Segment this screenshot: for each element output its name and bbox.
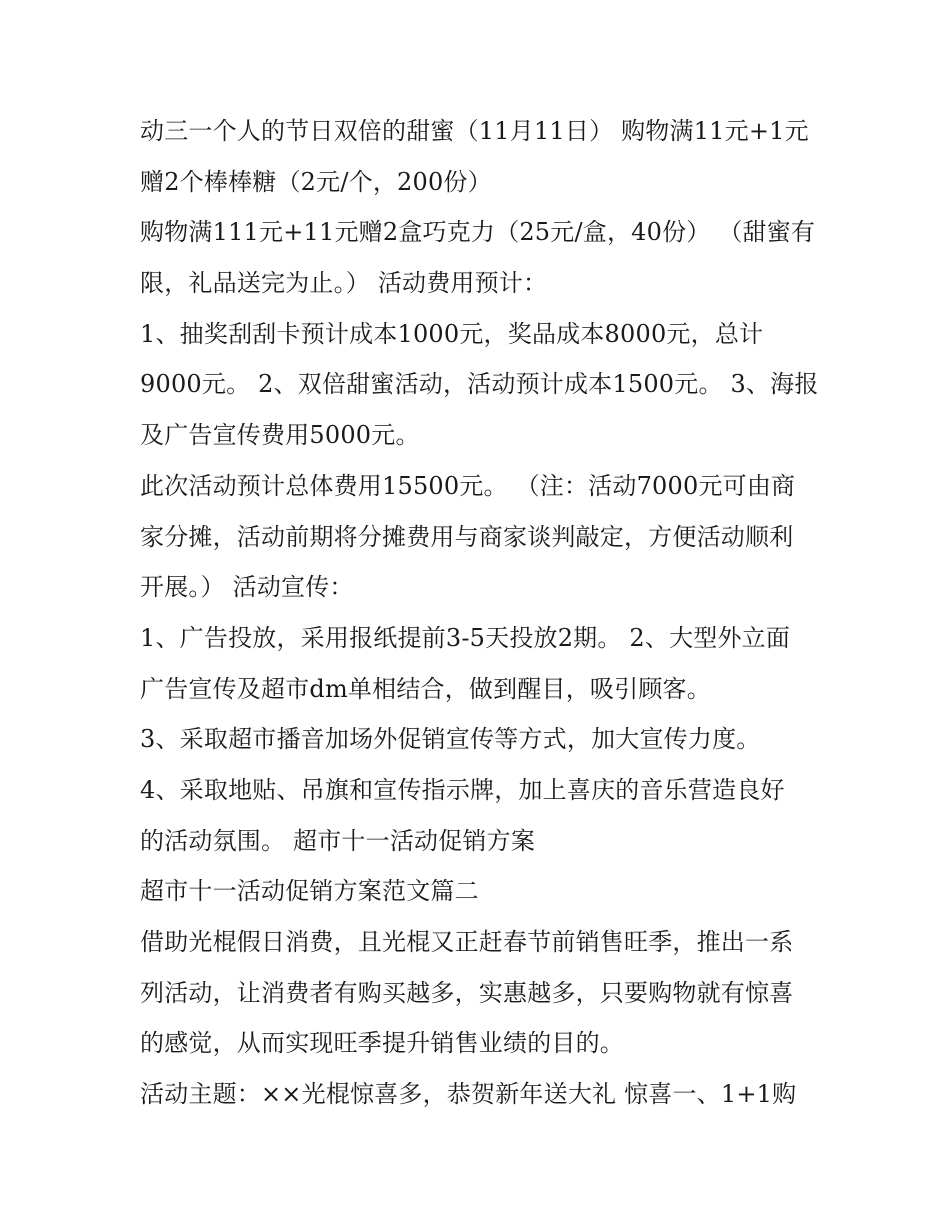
text-line: 1、抽奖刮刮卡预计成本1000元，奖品成本8000元，总计 (140, 319, 764, 348)
text-line: 1、广告投放，采用报纸提前3-5天投放2期。 2、大型外立面 (140, 623, 791, 652)
text-line: 4、采取地贴、吊旗和宣传指示牌，加上喜庆的音乐营造良好 (140, 775, 785, 804)
text-line: 3、采取超市播音加场外促销宣传等方式，加大宣传力度。 (140, 725, 761, 754)
text-line: 活动主题：××光棍惊喜多，恭贺新年送大礼 惊喜一、1+1购 (140, 1080, 797, 1109)
text-line: 家分摊，活动前期将分摊费用与商家谈判敲定，方便活动顺利 (140, 522, 794, 551)
text-line: 9000元。 2、双倍甜蜜活动，活动预计成本1500元。 3、海报 (140, 370, 819, 399)
text-line: 的感觉，从而实现旺季提升销售业绩的目的。 (140, 1029, 624, 1058)
text-line: 购物满111元+11元赠2盒巧克力（25元/盒，40份） （甜蜜有 (140, 218, 816, 247)
text-line: 借助光棍假日消费，且光棍又正赶春节前销售旺季，推出一系 (140, 928, 794, 956)
text-line: 及广告宣传费用5000元。 (140, 421, 420, 450)
text-line: 的活动氛围。 超市十一活动促销方案 (140, 826, 536, 855)
text-line: 广告宣传及超市dm单相结合，做到醒目，吸引顾客。 (140, 674, 711, 703)
text-line: 限，礼品送完为止。） 活动费用预计： (140, 269, 548, 298)
text-line: 动三一个人的节日双倍的甜蜜（11月11日） 购物满11元+1元 (140, 117, 809, 145)
text-line: 列活动，让消费者有购买越多，实惠越多，只要购物就有惊喜 (140, 978, 794, 1007)
text-line: 开展。） 活动宣传： (140, 573, 354, 602)
section-heading: 超市十一活动促销方案范文篇二 (140, 877, 479, 906)
text-line: 此次活动预计总体费用15500元。 （注：活动7000元可由商 (140, 471, 796, 500)
document-body (140, 111, 820, 1125)
text-line: 赠2个棒棒糖（2元/个，200份） (140, 167, 492, 196)
